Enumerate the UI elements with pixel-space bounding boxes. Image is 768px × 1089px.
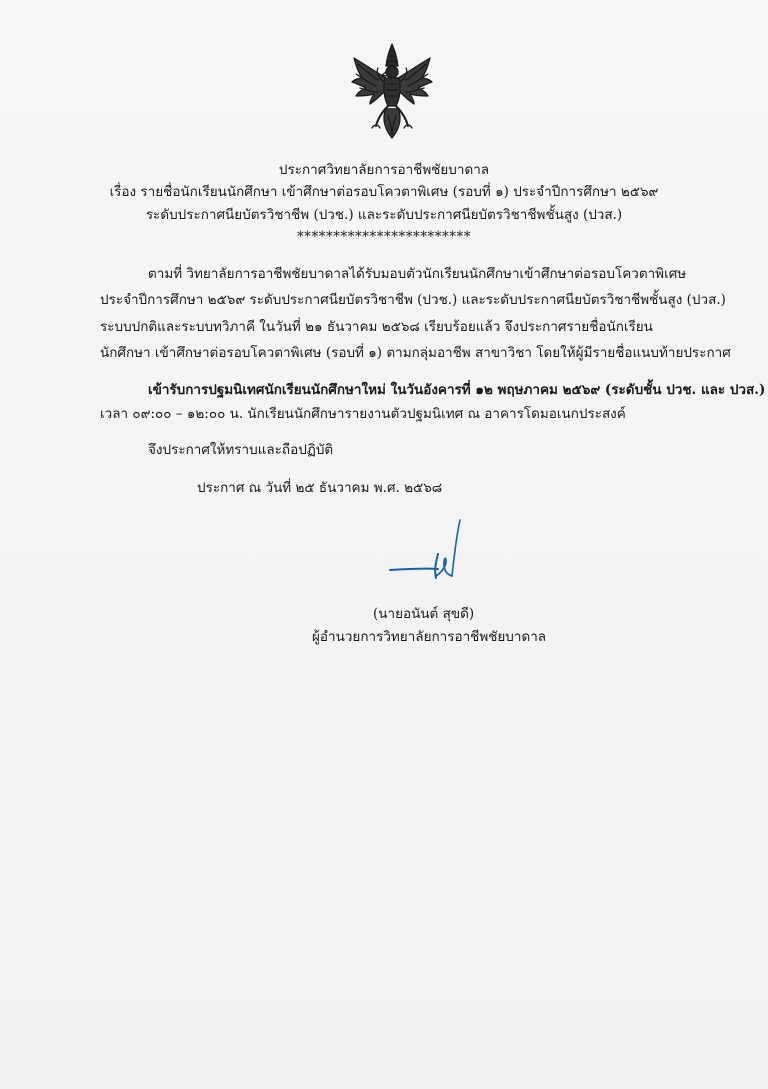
paragraph-1-line-2: ประจำปีการศึกษา ๒๕๖๙ ระดับประกาศนียบัตรวิชาชีพ (ปวช.) และระดับประกาศนียบัตรวิชาชีพชั้นสูง (ปวส.) xyxy=(100,292,726,308)
announcement-date: ประกาศ ณ วันที่ ๒๕ ธันวาคม พ.ศ. ๒๕๖๘ xyxy=(197,480,443,496)
header-separator: ************************ xyxy=(297,229,471,245)
paragraph-1-line-4: นักศึกษา เข้าศึกษาต่อรอบโควตาพิเศษ (รอบที่ ๑) ตามกลุ่มอาชีพ สาขาวิชา โดยให้ผู้มีรายชื่อแนบท้ายประกาศ xyxy=(100,345,731,361)
closing-statement: จึงประกาศให้ทราบและถือปฏิบัติ xyxy=(148,442,334,458)
paragraph-1-line-1: ตามที่ วิทยาลัยการอาชีพชัยบาดาลได้รับมอบตัวนักเรียนนักศึกษาเข้าศึกษาต่อรอบโควตาพิเศษ xyxy=(148,266,687,282)
paragraph-1-line-3: ระบบปกติและระบบทวิภาคี ในวันที่ ๒๑ ธันวาคม ๒๕๖๘ เรียบร้อยแล้ว จึงประกาศรายชื่อนักเรียน xyxy=(100,319,653,335)
signatory-position: ผู้อำนวยการวิทยาลัยการอาชีพชัยบาดาล xyxy=(312,629,547,645)
announcement-subject: เรื่อง รายชื่อนักเรียนนักศึกษา เข้าศึกษาต่อรอบโควตาพิเศษ (รอบที่ ๑) ประจำปีการศึกษา ๒๕๖๙ xyxy=(109,184,659,200)
garuda-emblem-icon xyxy=(348,42,436,142)
signatory-name: (นายอนันต์ สุขดี) xyxy=(373,606,475,622)
handwritten-signature xyxy=(386,518,466,588)
announcement-subject-line2: ระดับประกาศนียบัตรวิชาชีพ (ปวช.) และระดับประกาศนียบัตรวิชาชีพชั้นสูง (ปวส.) xyxy=(145,207,623,223)
orientation-notice: เข้ารับการปฐมนิเทศนักเรียนนักศึกษาใหม่ ในวันอังคารที่ ๑๒ พฤษภาคม ๒๕๖๙ (ระดับชั้น ปวช. และ ปวส.) xyxy=(148,382,766,398)
orientation-time-location: เวลา ๐๙:๐๐ – ๑๒:๐๐ น. นักเรียนนักศึกษารายงานตัวปฐมนิเทศ ณ อาคารโดมอเนกประสงค์ xyxy=(100,406,626,422)
announcement-title: ประกาศวิทยาลัยการอาชีพชัยบาดาล xyxy=(278,162,490,178)
